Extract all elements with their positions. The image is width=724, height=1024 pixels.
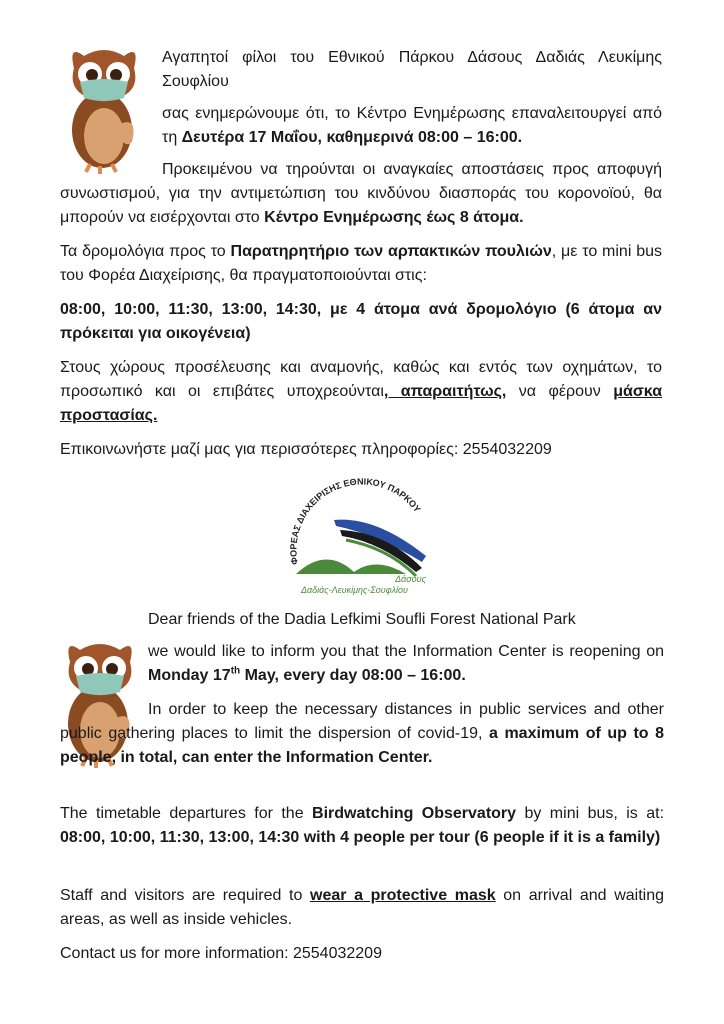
contact-english: Contact us for more information: 2554032209 bbox=[60, 945, 382, 962]
mask-paragraph-greek bbox=[60, 356, 662, 428]
mask-mandatory: , απαραιτήτως, bbox=[383, 383, 507, 400]
logo-line1: Δάσους bbox=[395, 574, 426, 584]
routes-text-b: , με το mini bus του Φορέα Διαχείρισης, θα πραγματοποιούνται στις: bbox=[60, 243, 663, 284]
distance-text: Προκειμένου να τηρούνται οι αναγκαίες αποστάσεις προς αποφυγή συνωστισμού, για την αντιμετώπιση του κινδύνου διασποράς του κορονοϊού, θα μπορούν να εισέρχονται στο bbox=[60, 161, 662, 226]
inform-text-en: we would like to inform you that the Information Center is reopening on bbox=[148, 643, 664, 660]
observatory-name-greek: Παρατηρητήριο των αρπακτικών πουλιών bbox=[230, 243, 552, 260]
distance-text-en: In order to keep the necessary distances in public services and other public gathering places to limit the dispersion of covid-19, bbox=[60, 701, 664, 742]
inform-text: σας ενημερώνουμε ότι, το Κέντρο Ενημέρωσης επαναλειτουργεί από τη bbox=[162, 105, 662, 146]
mask-paragraph-english bbox=[60, 884, 664, 932]
routes-text-a: Τα δρομολόγια προς το bbox=[60, 243, 231, 260]
inform-date: Δευτέρα 17 Μαΐου, καθημερινά 08:00 – 16:00. bbox=[181, 129, 523, 146]
owl-mascot-icon bbox=[60, 38, 148, 174]
greeting-english: Dear friends of the Dadia Lefkimi Soufli Forest National Park bbox=[148, 611, 576, 628]
routes-paragraph-greek bbox=[60, 240, 662, 288]
inform-paragraph-english bbox=[148, 640, 664, 688]
inform-date-b: May, every day 08:00 – 16:00. bbox=[240, 667, 466, 684]
distance-paragraph-greek bbox=[60, 158, 662, 230]
routes-paragraph-english bbox=[60, 802, 664, 850]
logo-arc-text: ΦΟΡΕΑΣ ΔΙΑΧΕΙΡΙΣΗΣ ΕΘΝΙΚΟΥ ΠΑΡΚΟΥ bbox=[288, 476, 423, 566]
distance-limit: Κέντρο Ενημέρωσης έως 8 άτομα. bbox=[264, 209, 524, 226]
observatory-name-en: Birdwatching Observatory bbox=[312, 805, 517, 822]
times-en: 08:00, 10:00, 11:30, 13:00, 14:30 with 4 people per tour (6 people if it is a family) bbox=[60, 829, 661, 846]
mask-text-b-en: on arrival and waiting areas, as well as inside vehicles. bbox=[60, 887, 665, 928]
park-authority-logo bbox=[276, 476, 446, 596]
distance-limit-en: a maximum of up to 8 people, in total, can enter the Information Center. bbox=[60, 725, 664, 766]
mask-required-en: wear a protective mask bbox=[310, 887, 496, 904]
mask-text-b: να φέρουν bbox=[506, 383, 614, 400]
distance-paragraph-english bbox=[60, 698, 664, 770]
routes-text-en: The timetable departures for the bbox=[60, 805, 313, 822]
routes-text-b-en: by mini bus, is at: bbox=[516, 805, 665, 822]
contact-greek: Επικοινωνήστε μαζί μας για περισσότερες πληροφορίες: 2554032209 bbox=[60, 441, 552, 458]
inform-date-sup: th bbox=[230, 665, 241, 677]
logo-line2: Δαδιάς-Λευκίμης-Σουφλίου bbox=[301, 585, 408, 595]
mask-text-a-en: Staff and visitors are required to bbox=[60, 887, 311, 904]
inform-paragraph-greek bbox=[162, 102, 662, 150]
mask-text-a: Στους χώρους προσέλευσης και αναμονής, καθώς και εντός των οχημάτων, το προσωπικό και οι επιβάτες υποχρεούνται bbox=[60, 359, 662, 400]
inform-date-a: Monday 17 bbox=[148, 667, 231, 684]
times-greek: 08:00, 10:00, 11:30, 13:00, 14:30, με 4 άτομα ανά δρομολόγιο (6 άτομα αν πρόκειται για οικογένεια) bbox=[60, 301, 662, 342]
greeting-greek: Αγαπητοί φίλοι του Εθνικού Πάρκου Δάσους Δαδιάς Λευκίμης Σουφλίου bbox=[162, 49, 662, 90]
mask-required: μάσκα προστασίας. bbox=[60, 383, 663, 424]
